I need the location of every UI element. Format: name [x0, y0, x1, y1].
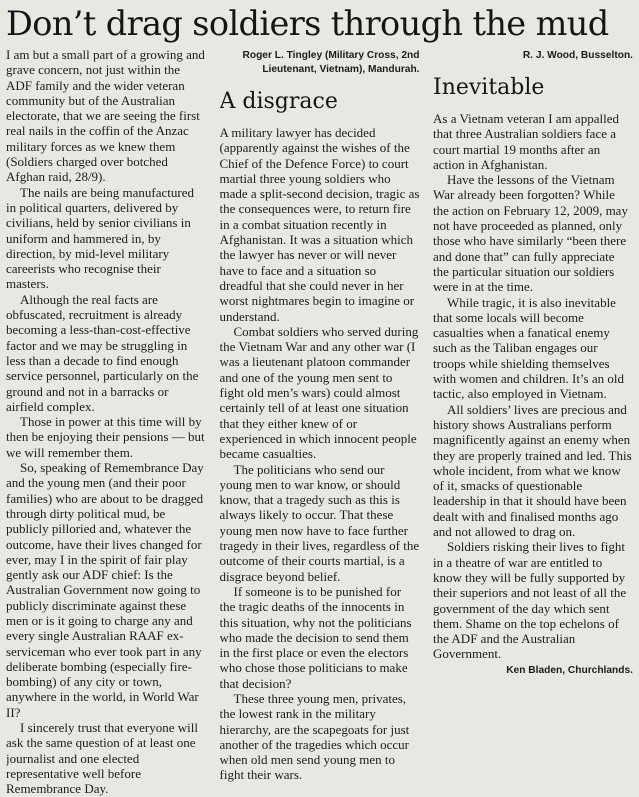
headline: Don’t drag soldiers through the mud: [6, 4, 609, 43]
letter-1-paragraph: I sincerely trust that everyone will ask the same question of at least one journalist and one elected representative well before Remembrance Day.: [6, 720, 198, 797]
letter-3-paragraph: All soldiers’ lives are precious and history shows Australians perform magnificently against an enemy when they are properly trained and led. This whole incident, from what we know of it, smacks of questionable leadership in that it should have been dealt with and finalised months ago and not allowed to drag on.: [433, 401, 632, 540]
column-2: [220, 47, 420, 797]
letter-2-signature: R. J. Wood, Busselton.: [522, 50, 633, 61]
letter-1-paragraph: The nails are being manufactured in political quarters, delivered by civilians, held by senior civilians in uniform and hammered in, by direction, by mid-level military careerists who recognise their masters.: [6, 184, 194, 292]
letter-3-heading: Inevitable: [433, 75, 545, 100]
letter-3-paragraph: Soldiers risking their lives to fight in a theatre of war are entitled to know they will be fully supported by their superiors and not least of all the government of the day which sent them. Shame on the top echelons of the ADF and the Australian Government.: [433, 539, 627, 662]
letter-1-paragraph: I am but a small part of a growing and grave concern, not just within the ADF family and the wider veteran community but of the Australian electorate, that we are seeing the first real nails in the coffin of the Anzac military forces as we knew them (Soldiers charged over botched Afghan raid, 28/9).: [6, 47, 205, 185]
letter-3-paragraph: Have the lessons of the Vietnam War already been forgotten? While the action on February 12, 2009, may not have proceeded as planned, only those who have similarly “been there and done that” can fully appreciate the particular situation our soldiers were in at the time.: [433, 172, 628, 295]
letter-1-signature: Roger L. Tingley (Military Cross, 2nd Lieutenant, Vietnam), Mandurah.: [242, 50, 420, 75]
letter-3-signature: Ken Bladen, Churchlands.: [506, 664, 633, 676]
letter-2-paragraph: A military lawyer has decided (apparently against the wishes of the Chief of the Defence Force) to court martial three young soldiers who made a split-second decision, tragic as the consequences were, to return fire in a combat situation recently in Afghanistan. It was a situation which the lawyer has never or will never have to face and a situation so dreadful that she could never in her worst nightmares begin to imagine or understand.: [219, 125, 420, 324]
letter-3: [433, 111, 633, 662]
letter-2-paragraph: The politicians who send our young men to war know, or should know, that a tragedy such as this is always likely to occur. That these young men now have to face further tragedy in their lives, regardless of the outcome of their courts martial, is a disgrace beyond belief.: [219, 461, 420, 584]
column-1: [6, 47, 206, 797]
letter-3-paragraph: While tragic, it is also inevitable that some locals will become casualties when a fanatical enemy such as the Taliban engages our troops while shielding themselves with women and children. It’s an old tactic, also employed in Vietnam.: [433, 294, 624, 402]
letter-2: [220, 125, 420, 783]
letter-3-paragraph: As a Vietnam veteran I am appalled that three Australian soldiers face a court martial 19 months after an action in Afghanistan.: [433, 111, 619, 172]
letter-1-paragraph: Those in power at this time will by then be enjoying their pensions — but we will remember them.: [6, 414, 205, 460]
letter-2-paragraph: Combat soldiers who served during the Vietnam War and any other war (I was a lieutenant platoon commander and one of the young men sent to fight old men’s wars) could almost certainly tell of at least one situation that they either knew of or experienced in which innocent people became casualties.: [219, 323, 419, 462]
letter-1: [6, 47, 206, 797]
letter-2-heading: A disgrace: [219, 89, 338, 114]
column-3: [433, 47, 633, 797]
letter-1-paragraph: Although the real facts are obfuscated, recruitment is already becoming a less-than-cost-effective factor and we may be struggling in less than a decade to find enough service personnel, particularly on the ground and not in a barracks or airfield complex.: [6, 291, 199, 414]
letter-1-paragraph: So, speaking of Remembrance Day and the young men (and their poor families) who are about to be dragged through dirty political mud, be publicly pilloried and, whatever the outcome, have their lives changed for ever, may I in the spirit of fair play gently ask our ADF chief: Is the Australian Government now going to publicly discriminate against these men or is it going to charge any and every single Australian RAAF ex-serviceman who ever took part in any deliberate bombing (especially fire-bombing) of any city or town, anywhere in the world, in World War II?: [6, 460, 204, 720]
letter-2-paragraph: These three young men, privates, the lowest rank in the military hierarchy, are the scapegoats for just another of the tragedies which occur when old men send young men to fight their wars.: [219, 690, 410, 783]
letter-2-paragraph: If someone is to be punished for the tragic deaths of the innocents in this situation, why not the politicians who made the decision to send them in the first place or even the electors who chose those politicians to make that decision?: [219, 583, 412, 691]
letters-columns: [6, 47, 633, 797]
